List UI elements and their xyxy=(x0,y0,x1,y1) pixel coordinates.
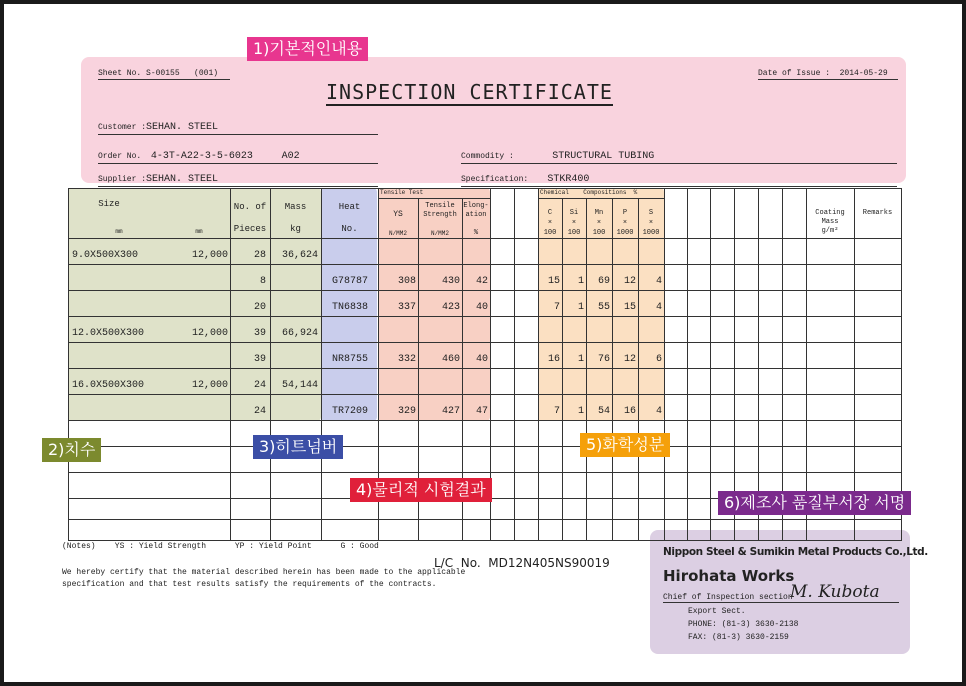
header-heat: Heat xyxy=(338,202,361,212)
notes: (Notes) YS : Yield Strength YP : Yield Point G : Good xyxy=(62,542,379,551)
header-chem-mn-el: Mn xyxy=(594,209,604,217)
fax: FAX: (81-3) 3630-2159 xyxy=(688,633,789,642)
cell-c: 7 xyxy=(553,406,560,417)
header-chem-si-x: × xyxy=(571,219,577,227)
header-el-2: ation xyxy=(465,211,487,219)
tag-signature: 6)제조사 품질부서장 서명 xyxy=(718,491,911,515)
cell-pieces: 24 xyxy=(253,406,266,417)
header-chem-mn-d: 100 xyxy=(592,229,606,237)
header-el-1: Elong- xyxy=(463,202,489,210)
cell-p: 12 xyxy=(623,276,636,287)
cell-ts: 427 xyxy=(441,406,460,417)
cell-ts: 423 xyxy=(441,302,460,313)
cell-s: 6 xyxy=(655,354,662,365)
cell-heat: NR8755 xyxy=(332,354,369,365)
cell-p: 15 xyxy=(623,302,636,313)
header-chem-p-el: P xyxy=(622,209,628,217)
cell-s: 4 xyxy=(655,302,662,313)
header-chem-s-d: 1000 xyxy=(642,229,660,237)
chief-line: Chief of Inspection section xyxy=(663,593,899,603)
customer-field: Customer :SEHAN. STEEL xyxy=(98,116,378,135)
cell-mass: 54,144 xyxy=(281,380,318,391)
cell-c: 7 xyxy=(553,302,560,313)
header-coating-2: Mass xyxy=(821,218,839,226)
cell-c: 15 xyxy=(547,276,560,287)
header-coating-1: Coating xyxy=(815,209,845,217)
header-ts-2: Strength xyxy=(423,211,457,219)
header-no-of: No. of xyxy=(233,202,267,212)
cell-mn: 54 xyxy=(597,406,610,417)
cell-len: 12,000 xyxy=(191,328,228,339)
header-pct: % xyxy=(473,229,479,237)
cell-el: 42 xyxy=(475,276,488,287)
header-coating-3: g/m² xyxy=(821,227,839,235)
page-title: INSPECTION CERTIFICATE xyxy=(326,80,613,104)
tag-heat: 3)히트넘버 xyxy=(253,435,343,459)
header-chem-s-x: × xyxy=(648,219,654,227)
tag-chemical: 5)화학성분 xyxy=(580,433,670,457)
header-chem-c-el: C xyxy=(547,209,553,217)
cell-c: 16 xyxy=(547,354,560,365)
header-chem-si-el: Si xyxy=(569,209,579,217)
header-nmm2-ys: N/MM2 xyxy=(388,230,407,237)
cell-heat: TN6838 xyxy=(332,302,369,313)
cell-el: 47 xyxy=(475,406,488,417)
header-ts-1: Tensile xyxy=(425,202,455,210)
cell-s: 4 xyxy=(655,276,662,287)
sheet-number: Sheet No. S-00155 (001) xyxy=(98,69,230,80)
tag-physical: 4)물리적 시험결과 xyxy=(350,478,492,502)
header-chem-mn-x: × xyxy=(596,219,602,227)
header-chem-s-el: S xyxy=(648,209,654,217)
header-chem-c-d: 100 xyxy=(543,229,557,237)
export-sect: Export Sect. xyxy=(688,607,746,616)
header-pieces: Pieces xyxy=(233,224,267,234)
header-mm-1: mm xyxy=(115,228,123,235)
cell-p: 16 xyxy=(623,406,636,417)
cell-pieces: 20 xyxy=(253,302,266,313)
cell-ts: 430 xyxy=(441,276,460,287)
cell-pieces: 39 xyxy=(253,354,266,365)
cell-size: 9.0X500X300 xyxy=(72,250,139,261)
header-heat-no: No. xyxy=(341,224,358,234)
cell-ys: 308 xyxy=(397,276,416,287)
cell-ys: 329 xyxy=(397,406,416,417)
cell-p: 12 xyxy=(623,354,636,365)
header-mm-2: mm xyxy=(195,228,203,235)
signature: M. Kubota xyxy=(790,582,880,602)
cell-len: 12,000 xyxy=(191,250,228,261)
header-mass: Mass xyxy=(284,202,307,212)
cell-ys: 337 xyxy=(397,302,416,313)
cell-mass: 36,624 xyxy=(281,250,318,261)
header-chem-si-d: 100 xyxy=(567,229,581,237)
cell-ts: 460 xyxy=(441,354,460,365)
order-field: Order No. 4-3T-A22-3-5-6023 A02 xyxy=(98,145,378,164)
cell-si: 1 xyxy=(577,354,584,365)
cell-heat: G78787 xyxy=(332,276,369,287)
cell-size: 16.0X500X300 xyxy=(72,380,145,391)
cell-si: 1 xyxy=(577,302,584,313)
header-ys: YS xyxy=(393,210,403,219)
certify-line-1: We hereby certify that the material described herein has been made to the applicable xyxy=(62,568,466,577)
cell-size: 12.0X500X300 xyxy=(72,328,145,339)
header-chem-p-x: × xyxy=(622,219,628,227)
issue-date: Date of Issue : 2014-05-29 xyxy=(758,69,898,80)
lc-number: L/C No. MD12N405NS90019 xyxy=(434,556,610,570)
cell-mass: 66,924 xyxy=(281,328,318,339)
header-chemical: Chemical Compositions % xyxy=(540,189,638,196)
specification-field: Specification: STKR400 xyxy=(461,168,897,187)
company-name: Nippon Steel & Sumikin Metal Products Co.,Ltd. xyxy=(663,546,928,558)
header-kg: kg xyxy=(290,224,301,234)
works-name: Hirohata Works xyxy=(663,567,795,585)
cell-len: 12,000 xyxy=(191,380,228,391)
certificate-sheet xyxy=(4,4,962,682)
supplier-field: Supplier :SEHAN. STEEL xyxy=(98,168,378,187)
cell-pieces: 8 xyxy=(259,276,266,287)
cell-heat: TR7209 xyxy=(332,406,369,417)
header-chem-c-x: × xyxy=(547,219,553,227)
cell-mn: 69 xyxy=(597,276,610,287)
cell-si: 1 xyxy=(577,276,584,287)
cell-el: 40 xyxy=(475,302,488,313)
cell-pieces: 28 xyxy=(253,250,266,261)
header-chem-p-d: 1000 xyxy=(616,229,634,237)
cell-ys: 332 xyxy=(397,354,416,365)
phone: PHONE: (81-3) 3630-2138 xyxy=(688,620,799,629)
header-size: Size xyxy=(98,199,120,209)
cell-pieces: 24 xyxy=(253,380,266,391)
tag-size: 2)치수 xyxy=(42,438,101,462)
cell-pieces: 39 xyxy=(253,328,266,339)
commodity-field: Commodity : STRUCTURAL TUBING xyxy=(461,145,897,164)
header-nmm2-ts: N/MM2 xyxy=(430,230,449,237)
header-remarks: Remarks xyxy=(862,209,893,217)
certify-line-2: specification and that test results satisfy the requirements of the contracts. xyxy=(62,580,437,589)
cell-s: 4 xyxy=(655,406,662,417)
header-tensile-test: Tensile Test xyxy=(380,189,424,196)
tag-basic-info: 1)기본적인내용 xyxy=(247,37,368,61)
cell-mn: 76 xyxy=(597,354,610,365)
cell-el: 40 xyxy=(475,354,488,365)
cell-mn: 55 xyxy=(597,302,610,313)
cell-si: 1 xyxy=(577,406,584,417)
